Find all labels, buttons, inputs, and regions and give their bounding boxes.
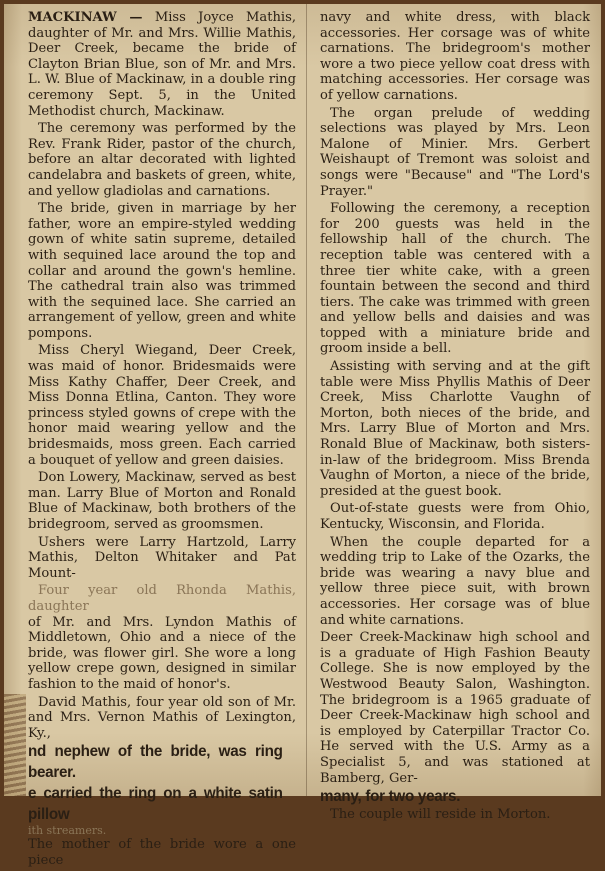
newspaper-clipping: [4, 4, 601, 868]
paragraph-1: [28, 10, 296, 119]
right-paragraph-2: The organ prelude of wedding selections was played by Mrs. Leon Malone of Minier. Mrs. Gerbert Weishaupt of Tremont was soloist and songs were "Because" and "The Lord's Prayer.": [320, 105, 590, 199]
right-paragraph-7-bold: many, for two years.: [320, 788, 461, 806]
paragraph-6-faded: Four year old Rhonda Mathis, daughter: [28, 583, 296, 614]
paragraph-8-bold-2: e carried the ring on a white satin pillow: [28, 785, 283, 824]
right-paragraph-3: Following the ceremony, a reception for 200 guests was held in the fellowship hall of the church. The reception table was centered with a three tier white cake, with a green fountain between the second and third tiers. The cake was trimmed with green and yellow bells and daisies and was topped with a miniature bride and groom inside a bell.: [320, 201, 590, 357]
paragraph-3: The bride, given in marriage by her father, wore an empire-styled wedding gown of white satin supreme, detailed with sequined lace around the top and collar and around the gown's hemline. The cathedral train also was trimmed with the sequined lace. She carried an arrangement of yellow, green and white pompons.: [28, 201, 296, 341]
torn-edge: [4, 694, 26, 796]
right-paragraph-7: Deer Creek-Mackinaw high school and is a graduate of High Fashion Beauty College. She is now employed by the Westwood Beauty Salon, Washington. The bridegroom is a 1965 graduate of Deer Creek-Mackinaw high school and is employed by Caterpillar Tractor Co. He served with the U.S. Army as a Specialist 5, and was stationed at Bamberg, Ger-: [320, 630, 590, 786]
paragraph-8-bold-1: nd nephew of the bride, was ring bearer.: [28, 743, 283, 782]
paragraph-4: Miss Cheryl Wiegand, Deer Creek, was maid of honor. Bridesmaids were Miss Kathy Chaffer, Deer Creek, and Miss Donna Etlina, Canton. They wore princess styled gowns of crepe with the honor maid wearing yellow and the bridesmaids, moss green. Each carried a bouquet of yellow and green daisies.: [28, 343, 296, 468]
column-divider: [306, 4, 307, 796]
paragraph-9: The mother of the bride wore a one piece: [28, 837, 296, 868]
right-paragraph-5: Out-of-state guests were from Ohio, Kentucky, Wisconsin, and Florida.: [320, 501, 590, 532]
paragraph-8-faded: ith streamers.: [28, 824, 107, 838]
paragraph-7: of Mr. and Mrs. Lyndon Mathis of Middletown, Ohio and a niece of the bride, was flower girl. She wore a long yellow crepe gown, designed in similar fashion to the maid of honor's.: [28, 614, 296, 692]
right-column: [320, 10, 590, 825]
paragraph-2: The ceremony was performed by the Rev. Frank Rider, pastor of the church, before an altar decorated with lighted candelabra and baskets of green, white, and yellow gladiolas and carnations.: [28, 121, 296, 199]
right-paragraph-4: Assisting with serving and at the gift table were Miss Phyllis Mathis of Deer Creek, Miss Charlotte Vaughn of Morton, both nieces of the bride, and Mrs. Larry Blue of Morton and Mrs. Ronald Blue of Mackinaw, both sisters-in-law of the bridegroom. Miss Brenda Vaughn of Morton, a niece of the bride, presided at the guest book.: [320, 359, 590, 499]
paragraph-8: David Mathis, four year old son of Mr. and Mrs. Vernon Mathis of Lexington, Ky.,: [28, 694, 296, 741]
dateline: MACKINAW —: [28, 10, 143, 25]
paragraph-1-text: Miss Joyce Mathis, daughter of Mr. and Mrs. Willie Mathis, Deer Creek, became the bride of Clayton Brian Blue, son of Mr. and Mrs. L. W. Blue of Mackinaw, in a double ring ceremony Sept. 5, in the United Methodist church, Mackinaw.: [28, 10, 296, 119]
paragraph-5: Don Lowery, Mackinaw, served as best man. Larry Blue of Morton and Ronald Blue of Mackinaw, both brothers of the bridegroom, served as groomsmen.: [28, 470, 296, 532]
right-paragraph-1: navy and white dress, with black accessories. Her corsage was of white carnations. The bridegroom's mother wore a two piece yellow coat dress with matching accessories. Her corsage was of yellow carnations.: [320, 10, 590, 103]
right-paragraph-8: The couple will reside in Morton.: [330, 807, 551, 823]
left-column: [28, 10, 296, 871]
paragraph-6: Ushers were Larry Hartzold, Larry Mathis, Delton Whitaker and Pat Mount-: [28, 534, 296, 581]
right-paragraph-6: When the couple departed for a wedding trip to Lake of the Ozarks, the bride was wearing a navy blue and yellow three piece suit, with brown accessories. Her corsage was of blue and white carnations.: [320, 534, 590, 628]
